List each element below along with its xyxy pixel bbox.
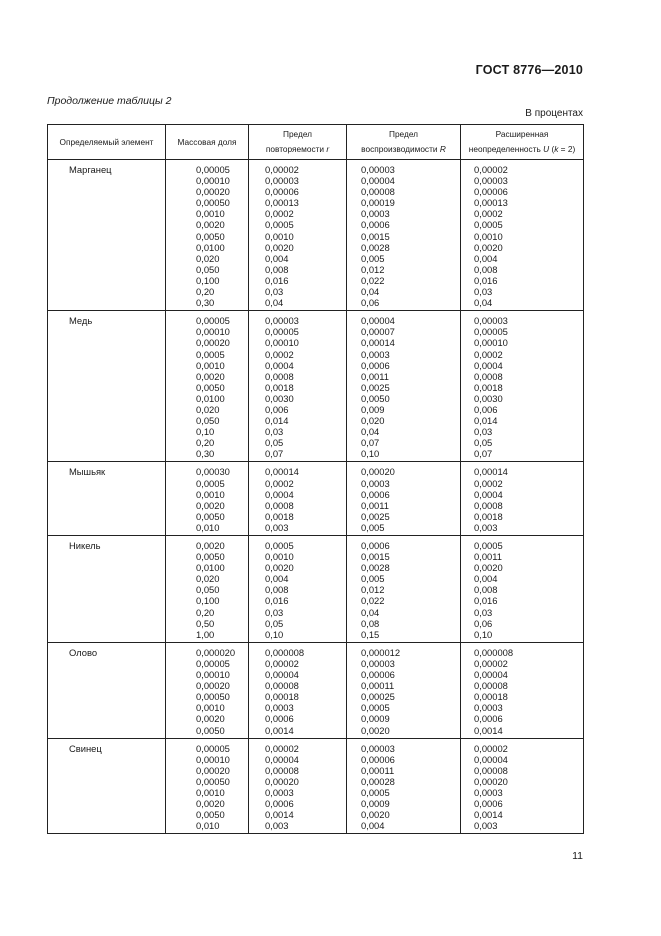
uncertainty-value: 0,0002 [474,477,503,489]
mass-fraction-value: 0,00005 [196,657,230,669]
repeatability-value: 0,004 [265,252,289,264]
mass-fraction-value: 0,00030 [196,466,230,478]
header-repeatability: Предел повторяемости r [249,125,347,160]
repeatability-value: 0,00003 [265,175,299,187]
reproducibility-value: 0,08 [361,617,380,629]
uncertainty-cell [461,536,584,643]
mass-fraction-value: 0,00010 [196,175,230,187]
reproducibility-value: 0,022 [361,595,385,607]
reproducibility-cell [347,536,461,643]
uncertainty-value: 0,00002 [474,742,508,754]
repeatability-value: 0,00002 [265,164,299,175]
reproducibility-value: 0,012 [361,584,385,596]
reproducibility-value: 0,00003 [361,742,395,754]
repeatability-value: 0,00013 [265,197,299,209]
mass-fraction-value: 0,00005 [196,742,230,754]
uncertainty-value: 0,0002 [474,348,503,360]
header-element: Определяемый элемент [48,125,166,160]
repeatability-cell [249,160,347,311]
repeatability-value: 0,0006 [265,713,294,725]
mass-fraction-value: 0,0010 [196,359,225,371]
reproducibility-value: 0,012 [361,263,385,275]
reproducibility-value: 0,0020 [361,724,390,736]
reproducibility-value: 0,0020 [361,809,390,821]
reproducibility-value: 0,022 [361,274,385,286]
uncertainty-value: 0,0004 [474,488,503,500]
repeatability-value: 0,0002 [265,348,294,360]
repeatability-cell [249,642,347,738]
repeatability-value: 0,00004 [265,669,299,681]
uncertainty-value: 0,0003 [474,702,503,714]
uncertainty-value: 0,014 [474,415,498,427]
table-header-row [48,125,584,160]
reproducibility-cell [347,738,461,834]
mass-fraction-value: 0,00020 [196,186,230,198]
uncertainty-value: 0,00003 [474,175,508,187]
uncertainty-value: 0,006 [474,403,498,415]
reproducibility-value: 0,00020 [361,466,395,478]
repeatability-value: 0,03 [265,606,284,618]
repeatability-value: 0,0002 [265,477,294,489]
uncertainty-value: 0,0003 [474,786,503,798]
repeatability-value: 0,0004 [265,488,294,500]
repeatability-value: 0,006 [265,403,289,415]
reproducibility-value: 0,0003 [361,348,390,360]
mass-fraction-value: 0,00020 [196,764,230,776]
mass-fraction-cell [166,160,249,311]
mass-fraction-value: 0,00050 [196,691,230,703]
mass-fraction-value: 0,0050 [196,381,225,393]
repeatability-value: 0,0010 [265,230,294,242]
uncertainty-value: 0,00004 [474,753,508,765]
reproducibility-value: 0,07 [361,437,380,449]
mass-fraction-value: 0,0050 [196,551,225,563]
reproducibility-value: 0,005 [361,521,385,533]
mass-fraction-value: 0,50 [196,617,215,629]
reproducibility-value: 0,00011 [361,680,395,692]
element-cell: Марганец [48,160,166,311]
element-cell: Мышьяк [48,462,166,536]
uncertainty-cell [461,160,584,311]
uncertainty-value: 0,0010 [474,230,503,242]
reproducibility-value: 0,00003 [361,164,395,175]
mass-fraction-value: 0,050 [196,415,220,427]
page-number: 11 [572,850,583,862]
repeatability-value: 0,014 [265,415,289,427]
repeatability-value: 0,008 [265,584,289,596]
mass-fraction-value: 0,020 [196,403,220,415]
repeatability-value: 0,0014 [265,809,294,821]
reproducibility-value: 0,06 [361,297,380,309]
reproducibility-value: 0,0005 [361,702,390,714]
repeatability-value: 0,00010 [265,337,299,349]
repeatability-value: 0,0008 [265,370,294,382]
mass-fraction-value: 0,30 [196,448,215,460]
reproducibility-value: 0,0009 [361,798,390,810]
uncertainty-cell [461,462,584,536]
mass-fraction-value: 0,00005 [196,164,230,175]
uncertainty-value: 0,0008 [474,499,503,511]
reproducibility-value: 0,0006 [361,359,390,371]
reproducibility-value: 0,0028 [361,241,390,253]
reproducibility-value: 0,04 [361,606,380,618]
repeatability-value: 0,00018 [265,691,299,703]
reproducibility-value: 0,0025 [361,381,390,393]
uncertainty-value: 0,003 [474,521,498,533]
uncertainty-value: 0,000008 [474,646,514,658]
reproducibility-value: 0,0003 [361,208,390,220]
reproducibility-value: 0,0011 [361,370,389,382]
uncertainty-value: 0,00020 [474,775,508,787]
uncertainty-value: 0,0020 [474,241,503,253]
reproducibility-value: 0,0005 [361,786,390,798]
element-cell: Олово [48,642,166,738]
reproducibility-value: 0,005 [361,252,385,264]
reproducibility-value: 0,10 [361,448,380,460]
repeatability-value: 0,00002 [265,742,299,754]
uncertainty-value: 0,003 [474,820,498,832]
uncertainty-cell [461,738,584,834]
reproducibility-cell [347,160,461,311]
uncertainty-value: 0,03 [474,606,493,618]
reproducibility-value: 0,00004 [361,315,395,327]
repeatability-value: 0,00014 [265,466,299,478]
units-note: В процентах [525,108,583,119]
mass-fraction-value: 0,0010 [196,702,225,714]
mass-fraction-cell [166,738,249,834]
uncertainty-value: 0,03 [474,426,493,438]
mass-fraction-value: 0,100 [196,274,220,286]
repeatability-value: 0,0006 [265,798,294,810]
mass-fraction-value: 0,00005 [196,315,230,327]
uncertainty-value: 0,04 [474,297,493,309]
reproducibility-value: 0,00006 [361,753,395,765]
repeatability-value: 0,04 [265,297,284,309]
reproducibility-value: 0,04 [361,286,380,298]
uncertainty-value: 0,0005 [474,540,503,551]
uncertainty-value: 0,016 [474,595,498,607]
mass-fraction-value: 0,050 [196,584,220,596]
reproducibility-value: 0,020 [361,415,385,427]
repeatability-value: 0,00008 [265,680,299,692]
repeatability-value: 0,00003 [265,315,299,327]
repeatability-cell [249,738,347,834]
reproducibility-value: 0,004 [361,820,385,832]
mass-fraction-value: 0,00020 [196,337,230,349]
mass-fraction-value: 0,0050 [196,724,225,736]
table-row [48,536,584,643]
reproducibility-value: 0,00011 [361,764,395,776]
repeatability-value: 0,016 [265,274,289,286]
repeatability-value: 0,0004 [265,359,294,371]
mass-fraction-value: 0,00010 [196,326,230,338]
uncertainty-value: 0,00018 [474,691,508,703]
repeatability-value: 0,0018 [265,510,294,522]
repeatability-value: 0,0002 [265,208,294,220]
repeatability-value: 0,00008 [265,764,299,776]
reproducibility-value: 0,00014 [361,337,395,349]
table-row [48,160,584,311]
mass-fraction-value: 0,010 [196,521,220,533]
uncertainty-value: 0,00005 [474,326,508,338]
repeatability-value: 0,003 [265,820,289,832]
mass-fraction-value: 0,00010 [196,669,230,681]
uncertainty-value: 0,0018 [474,510,503,522]
mass-fraction-value: 0,0020 [196,499,225,511]
repeatability-value: 0,008 [265,263,289,275]
reproducibility-value: 0,0003 [361,477,390,489]
uncertainty-value: 0,0004 [474,359,503,371]
uncertainty-value: 0,0018 [474,381,503,393]
reproducibility-value: 0,00028 [361,775,395,787]
repeatability-cell [249,536,347,643]
repeatability-value: 0,003 [265,521,289,533]
uncertainty-value: 0,0008 [474,370,503,382]
uncertainty-value: 0,016 [474,274,498,286]
uncertainty-value: 0,00006 [474,186,508,198]
uncertainty-value: 0,004 [474,252,498,264]
reproducibility-value: 0,0011 [361,499,389,511]
table-row [48,311,584,462]
mass-fraction-value: 0,0020 [196,540,225,551]
mass-fraction-cell [166,536,249,643]
repeatability-value: 0,016 [265,595,289,607]
repeatability-value: 0,0018 [265,381,294,393]
mass-fraction-value: 0,0100 [196,562,225,574]
repeatability-value: 0,00006 [265,186,299,198]
repeatability-value: 0,0014 [265,724,294,736]
repeatability-value: 0,0005 [265,219,294,231]
repeatability-value: 0,05 [265,617,284,629]
uncertainty-value: 0,004 [474,573,498,585]
reproducibility-value: 0,0006 [361,219,390,231]
header-mass-fraction: Массовая доля [166,125,249,160]
repeatability-value: 0,004 [265,573,289,585]
mass-fraction-value: 0,0100 [196,241,225,253]
table-body [48,160,584,834]
reproducibility-value: 0,0025 [361,510,390,522]
reproducibility-value: 0,00006 [361,669,395,681]
repeatability-value: 0,10 [265,628,284,640]
element-cell: Свинец [48,738,166,834]
uncertainty-value: 0,03 [474,286,493,298]
reproducibility-value: 0,0050 [361,392,390,404]
repeatability-value: 0,0030 [265,392,294,404]
repeatability-value: 0,000008 [265,646,305,658]
uncertainty-value: 0,00002 [474,657,508,669]
uncertainty-value: 0,0014 [474,809,503,821]
precision-table [47,124,584,834]
mass-fraction-value: 0,20 [196,437,215,449]
table-continuation-caption: Продолжение таблицы 2 [47,95,172,107]
repeatability-cell [249,462,347,536]
mass-fraction-value: 0,30 [196,297,215,309]
mass-fraction-value: 0,100 [196,595,220,607]
uncertainty-value: 0,008 [474,263,498,275]
mass-fraction-value: 0,00020 [196,680,230,692]
mass-fraction-value: 1,00 [196,628,215,640]
mass-fraction-value: 0,0010 [196,208,225,220]
mass-fraction-value: 0,10 [196,426,215,438]
uncertainty-value: 0,00010 [474,337,508,349]
mass-fraction-value: 0,20 [196,606,215,618]
mass-fraction-value: 0,00050 [196,197,230,209]
uncertainty-value: 0,00004 [474,669,508,681]
mass-fraction-value: 0,050 [196,263,220,275]
uncertainty-value: 0,0006 [474,798,503,810]
reproducibility-value: 0,0009 [361,713,390,725]
repeatability-value: 0,03 [265,286,284,298]
reproducibility-value: 0,00007 [361,326,395,338]
uncertainty-value: 0,0030 [474,392,503,404]
mass-fraction-value: 0,0020 [196,370,225,382]
mass-fraction-value: 0,0050 [196,510,225,522]
header-uncertainty: Расширенная неопределенность U (k = 2) [461,125,584,160]
repeatability-value: 0,00004 [265,753,299,765]
uncertainty-value: 0,0020 [474,562,503,574]
uncertainty-value: 0,00003 [474,315,508,327]
mass-fraction-value: 0,0005 [196,477,225,489]
uncertainty-cell [461,642,584,738]
uncertainty-value: 0,0011 [474,551,502,563]
repeatability-value: 0,07 [265,448,284,460]
uncertainty-value: 0,05 [474,437,493,449]
mass-fraction-value: 0,010 [196,820,220,832]
repeatability-value: 0,00002 [265,657,299,669]
repeatability-value: 0,03 [265,426,284,438]
mass-fraction-value: 0,0020 [196,713,225,725]
uncertainty-value: 0,10 [474,628,493,640]
uncertainty-value: 0,0002 [474,208,503,220]
table-row [48,642,584,738]
uncertainty-value: 0,06 [474,617,493,629]
mass-fraction-cell [166,642,249,738]
mass-fraction-value: 0,0050 [196,809,225,821]
uncertainty-cell [461,311,584,462]
repeatability-value: 0,0005 [265,540,294,551]
reproducibility-value: 0,0028 [361,562,390,574]
repeatability-cell [249,311,347,462]
reproducibility-value: 0,0006 [361,488,390,500]
repeatability-value: 0,0008 [265,499,294,511]
mass-fraction-value: 0,00010 [196,753,230,765]
mass-fraction-value: 0,0010 [196,488,225,500]
reproducibility-value: 0,000012 [361,646,401,658]
mass-fraction-value: 0,20 [196,286,215,298]
reproducibility-value: 0,0006 [361,540,390,551]
reproducibility-value: 0,0015 [361,551,390,563]
reproducibility-value: 0,04 [361,426,380,438]
reproducibility-value: 0,0015 [361,230,390,242]
uncertainty-value: 0,0006 [474,713,503,725]
mass-fraction-cell [166,311,249,462]
mass-fraction-value: 0,000020 [196,646,236,658]
uncertainty-value: 0,00013 [474,197,508,209]
repeatability-value: 0,00020 [265,775,299,787]
mass-fraction-value: 0,0100 [196,392,225,404]
element-cell: Медь [48,311,166,462]
header-reproducibility: Предел воспроизводимости R [347,125,461,160]
table-row [48,738,584,834]
reproducibility-value: 0,005 [361,573,385,585]
mass-fraction-value: 0,0005 [196,348,225,360]
repeatability-value: 0,0003 [265,786,294,798]
reproducibility-cell [347,462,461,536]
uncertainty-value: 0,00002 [474,164,508,175]
uncertainty-value: 0,0014 [474,724,503,736]
mass-fraction-value: 0,0010 [196,786,225,798]
repeatability-value: 0,0010 [265,551,294,563]
table-row [48,462,584,536]
reproducibility-cell [347,311,461,462]
uncertainty-value: 0,0005 [474,219,503,231]
mass-fraction-value: 0,020 [196,573,220,585]
reproducibility-value: 0,009 [361,403,385,415]
reproducibility-value: 0,00003 [361,657,395,669]
reproducibility-value: 0,00025 [361,691,395,703]
mass-fraction-value: 0,0020 [196,798,225,810]
reproducibility-value: 0,00019 [361,197,395,209]
element-cell: Никель [48,536,166,643]
mass-fraction-value: 0,0020 [196,219,225,231]
uncertainty-value: 0,008 [474,584,498,596]
repeatability-value: 0,0020 [265,562,294,574]
reproducibility-cell [347,642,461,738]
repeatability-value: 0,05 [265,437,284,449]
repeatability-value: 0,0003 [265,702,294,714]
reproducibility-value: 0,00004 [361,175,395,187]
repeatability-value: 0,0020 [265,241,294,253]
mass-fraction-value: 0,020 [196,252,220,264]
mass-fraction-value: 0,00050 [196,775,230,787]
uncertainty-value: 0,00014 [474,466,508,478]
document-standard-number: ГОСТ 8776—2010 [475,63,583,77]
reproducibility-value: 0,00008 [361,186,395,198]
reproducibility-value: 0,15 [361,628,380,640]
repeatability-value: 0,00005 [265,326,299,338]
mass-fraction-value: 0,0050 [196,230,225,242]
uncertainty-value: 0,00008 [474,680,508,692]
uncertainty-value: 0,00008 [474,764,508,776]
uncertainty-value: 0,07 [474,448,493,460]
mass-fraction-cell [166,462,249,536]
